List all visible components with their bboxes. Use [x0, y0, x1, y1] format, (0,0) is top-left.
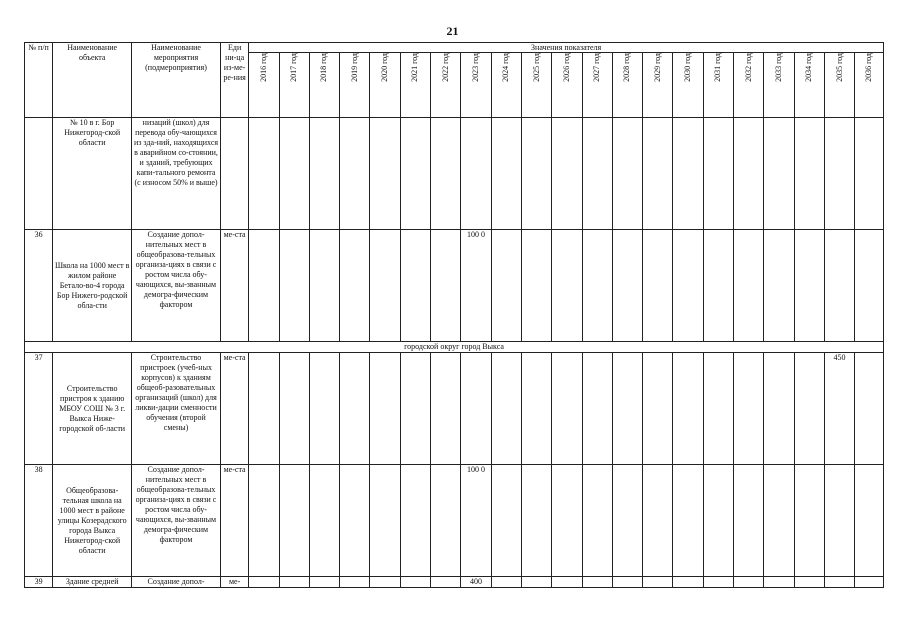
row-measure: Создание допол-	[132, 577, 221, 588]
header-unit: Еди ни-ца из-ме-ре-ния	[220, 43, 248, 118]
row-value-2023: 400	[461, 577, 491, 588]
row-num: 36	[25, 230, 53, 342]
table-row	[25, 118, 884, 230]
table-row	[25, 230, 884, 342]
header-num: № п/п	[25, 43, 53, 118]
row-unit: ме-ста	[220, 353, 248, 465]
header-year: 2030 год	[673, 53, 703, 118]
header-year: 2019 год	[340, 53, 370, 118]
header-year: 2036 год	[855, 53, 884, 118]
header-year: 2028 год	[612, 53, 642, 118]
row-measure: Создание допол-нительных мест в общеобразова-тельных организа-циях в связи с ростом числа обу-чающихся, вы-званным демогра-фическим фактором	[132, 465, 221, 577]
table-row	[25, 465, 884, 577]
row-object: Общеобразова-тельная школа на 1000 мест в районе улицы Козерадского города Выкса Нижегород-ской области	[53, 465, 132, 577]
row-unit: ме-ста	[220, 230, 248, 342]
section-row	[25, 342, 884, 353]
header-year: 2020 год	[370, 53, 400, 118]
header-year: 2029 год	[643, 53, 673, 118]
header-year: 2034 год	[794, 53, 824, 118]
row-unit	[220, 118, 248, 230]
header-year: 2027 год	[582, 53, 612, 118]
indicator-table	[24, 42, 884, 588]
header-year: 2017 год	[279, 53, 309, 118]
row-num: 37	[25, 353, 53, 465]
row-value-2023: 100 0	[461, 230, 491, 342]
row-num	[25, 118, 53, 230]
header-year: 2035 год	[824, 53, 854, 118]
row-unit: ме-ста	[220, 465, 248, 577]
header-year: 2016 год	[249, 53, 279, 118]
row-measure: Строительство пристроек (учеб-ных корпусов) к зданиям общеоб-разовательных организаций (школ) для ликви-дации сменности обучения (второй смены)	[132, 353, 221, 465]
row-object: Строительство пристроя к зданию МБОУ СОШ № 3 г. Выкса Ниже-городской об-ласти	[53, 353, 132, 465]
header-year: 2025 год	[521, 53, 551, 118]
header-year: 2026 год	[552, 53, 582, 118]
header-year: 2033 год	[764, 53, 794, 118]
header-object: Наименование объекта	[53, 43, 132, 118]
header-year: 2021 год	[400, 53, 430, 118]
header-year: 2031 год	[703, 53, 733, 118]
table-row	[25, 353, 884, 465]
header-year: 2018 год	[309, 53, 339, 118]
row-object: № 10 в г. Бор Нижегород-ской области	[53, 118, 132, 230]
row-value-2023: 100 0	[461, 465, 491, 577]
section-title: городской округ город Выкса	[25, 342, 884, 353]
row-num: 38	[25, 465, 53, 577]
header-year: 2024 год	[491, 53, 521, 118]
header-year: 2032 год	[734, 53, 764, 118]
row-unit: ме-	[220, 577, 248, 588]
header-year: 2023 год	[461, 53, 491, 118]
row-measure: Создание допол-нительных мест в общеобразова-тельных организа-циях в связи с ростом числа обу-чающихся, вы-званным демогра-фическим фактором	[132, 230, 221, 342]
header-year: 2022 год	[431, 53, 461, 118]
row-measure: низаций (школ) для перевода обу-чающихся из зда-ний, находящихся в аварийном со-стоянии, и зданий, требующих капи-тального ремонта (с износом 50% и выше)	[132, 118, 221, 230]
header-measure: Наименование мероприятия (подмероприятия)	[132, 43, 221, 118]
header-values-group: Значения показателя	[249, 43, 884, 53]
row-object: Школа на 1000 мест в жилом районе Бетало-во-4 города Бор Нижего-родской обла-сти	[53, 230, 132, 342]
row-num: 39	[25, 577, 53, 588]
page-number: 21	[446, 24, 459, 38]
row-object: Здание средней	[53, 577, 132, 588]
table-row	[25, 577, 884, 588]
row-value-2035: 450	[824, 353, 854, 465]
